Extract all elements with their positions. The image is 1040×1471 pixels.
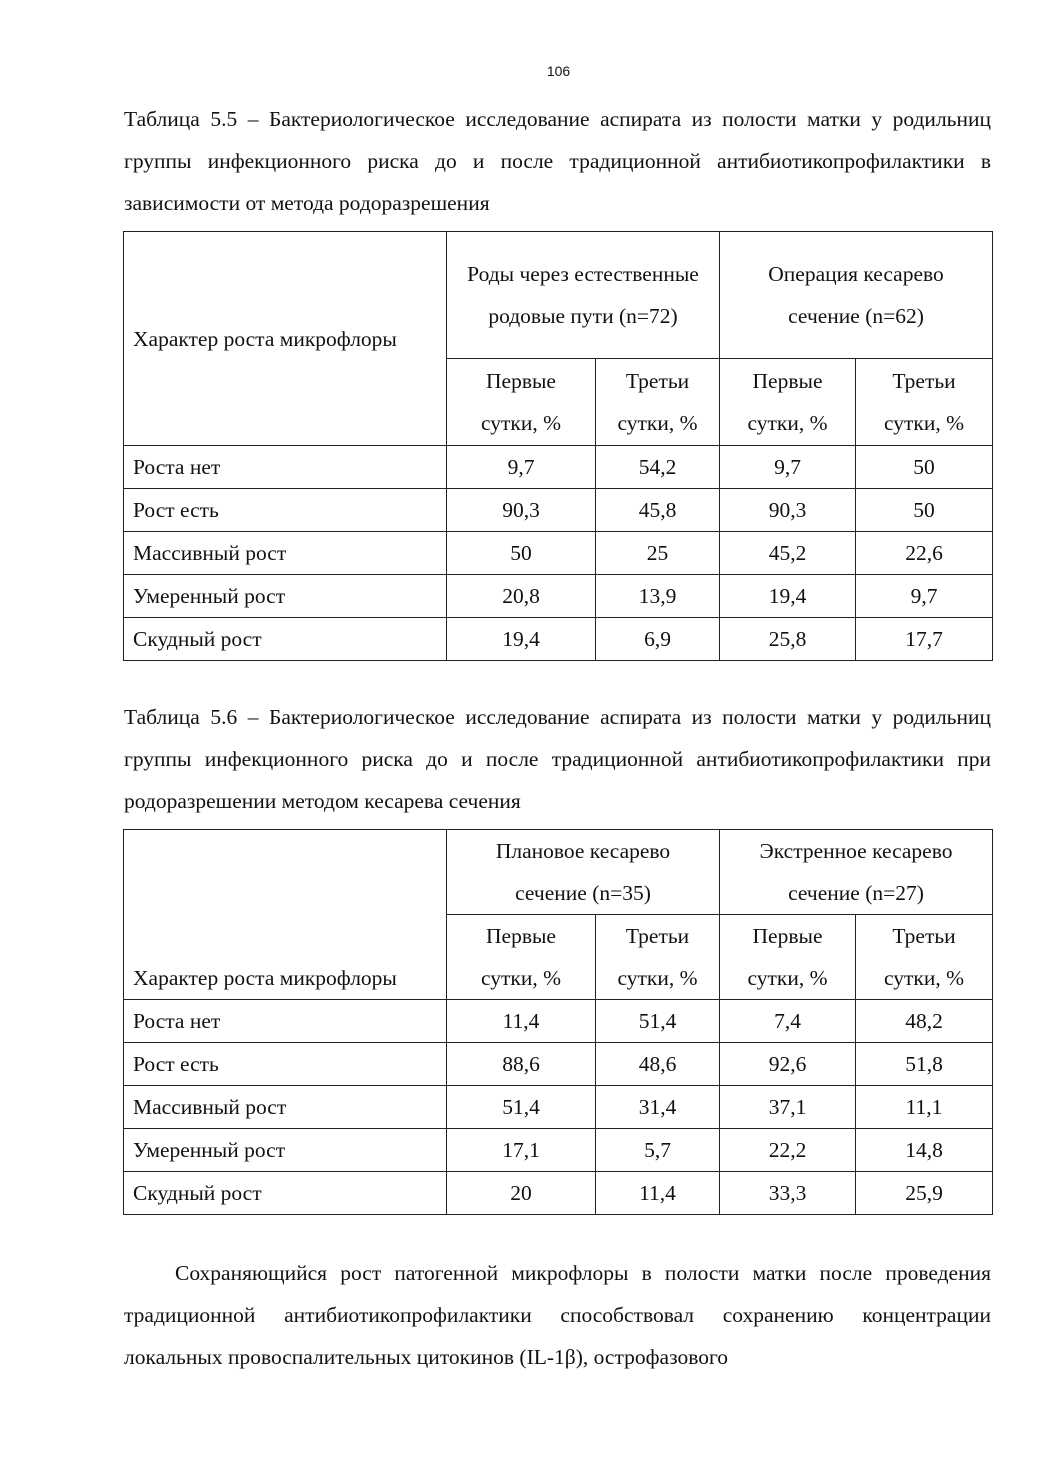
row-label: Роста нет — [124, 446, 447, 489]
cell: 92,6 — [720, 1043, 856, 1086]
cell: 48,6 — [596, 1043, 720, 1086]
cell: 17,1 — [447, 1129, 596, 1172]
cell: 25 — [596, 532, 720, 575]
row-label: Умеренный рост — [124, 575, 447, 618]
table-row — [124, 532, 993, 575]
row-label: Массивный рост — [124, 532, 447, 575]
cell: 22,2 — [720, 1129, 856, 1172]
subheader: Третьи сутки, % — [596, 915, 720, 1000]
table-5-5-caption: Таблица 5.5 – Бактериологическое исследование аспирата из полости матки у родильниц группы инфекционного риска до и после традиционной антибиотикопрофилактики в зависимости от метода родоразрешения — [124, 107, 991, 215]
row-label: Скудный рост — [124, 1172, 447, 1215]
cell: 48,2 — [856, 1000, 993, 1043]
table-row — [124, 575, 993, 618]
cell: 50 — [856, 446, 993, 489]
cell: 13,9 — [596, 575, 720, 618]
cell: 37,1 — [720, 1086, 856, 1129]
table-row — [124, 1086, 993, 1129]
cell: 17,7 — [856, 618, 993, 661]
cell: 45,2 — [720, 532, 856, 575]
cell: 51,8 — [856, 1043, 993, 1086]
table-5-6 — [123, 829, 993, 1215]
cell: 51,4 — [596, 1000, 720, 1043]
cell: 11,1 — [856, 1086, 993, 1129]
cell: 20 — [447, 1172, 596, 1215]
subheader: Первые сутки, % — [447, 359, 596, 446]
cell: 7,4 — [720, 1000, 856, 1043]
table-row — [124, 1043, 993, 1086]
group-header-vaginal-birth: Роды через естественные родовые пути (n=72) — [447, 232, 720, 359]
subheader: Третьи сутки, % — [856, 915, 993, 1000]
row-label: Рост есть — [124, 489, 447, 532]
table-5-6-caption: Таблица 5.6 – Бактериологическое исследование аспирата из полости матки у родильниц группы инфекционного риска до и после традиционной антибиотикопрофилактики при родоразрешении методом кесарева сечения — [124, 705, 991, 813]
cell: 9,7 — [720, 446, 856, 489]
cell: 50 — [447, 532, 596, 575]
table-row — [124, 618, 993, 661]
table-row — [124, 489, 993, 532]
cell: 19,4 — [447, 618, 596, 661]
cell: 22,6 — [856, 532, 993, 575]
cell: 45,8 — [596, 489, 720, 532]
group-header-planned-caesarean: Плановое кесарево сечение (n=35) — [447, 830, 720, 915]
row-label: Массивный рост — [124, 1086, 447, 1129]
cell: 5,7 — [596, 1129, 720, 1172]
table-5-5 — [123, 231, 993, 661]
row-label: Роста нет — [124, 1000, 447, 1043]
cell: 33,3 — [720, 1172, 856, 1215]
subheader: Первые сутки, % — [447, 915, 596, 1000]
row-label: Умеренный рост — [124, 1129, 447, 1172]
subheader: Первые сутки, % — [720, 359, 856, 446]
body-paragraph: Сохраняющийся рост патогенной микрофлоры в полости матки после проведения традиционной антибиотикопрофилактики способствовал сохранению концентрации локальных провоспалительных цитокинов (IL-1β), острофазового — [124, 1261, 991, 1369]
group-header-emergency-caesarean: Экстренное кесарево сечение (n=27) — [720, 830, 993, 915]
table-row — [124, 1000, 993, 1043]
cell: 6,9 — [596, 618, 720, 661]
cell: 54,2 — [596, 446, 720, 489]
subheader: Первые сутки, % — [720, 915, 856, 1000]
cell: 9,7 — [856, 575, 993, 618]
cell: 51,4 — [447, 1086, 596, 1129]
cell: 19,4 — [720, 575, 856, 618]
row-header-cell: Характер роста микрофлоры — [124, 830, 447, 1000]
table-row — [124, 446, 993, 489]
cell: 50 — [856, 489, 993, 532]
cell: 25,8 — [720, 618, 856, 661]
cell: 11,4 — [596, 1172, 720, 1215]
cell: 31,4 — [596, 1086, 720, 1129]
cell: 88,6 — [447, 1043, 596, 1086]
row-label: Рост есть — [124, 1043, 447, 1086]
row-label: Скудный рост — [124, 618, 447, 661]
cell: 90,3 — [720, 489, 856, 532]
cell: 20,8 — [447, 575, 596, 618]
table-row — [124, 1172, 993, 1215]
cell: 9,7 — [447, 446, 596, 489]
page-number: 106 — [546, 63, 571, 79]
subheader: Третьи сутки, % — [596, 359, 720, 446]
cell: 90,3 — [447, 489, 596, 532]
group-header-caesarean: Операция кесарево сечение (n=62) — [720, 232, 993, 359]
cell: 11,4 — [447, 1000, 596, 1043]
subheader: Третьи сутки, % — [856, 359, 993, 446]
row-header-cell: Характер роста микрофлоры — [124, 232, 447, 446]
cell: 14,8 — [856, 1129, 993, 1172]
cell: 25,9 — [856, 1172, 993, 1215]
table-row — [124, 1129, 993, 1172]
